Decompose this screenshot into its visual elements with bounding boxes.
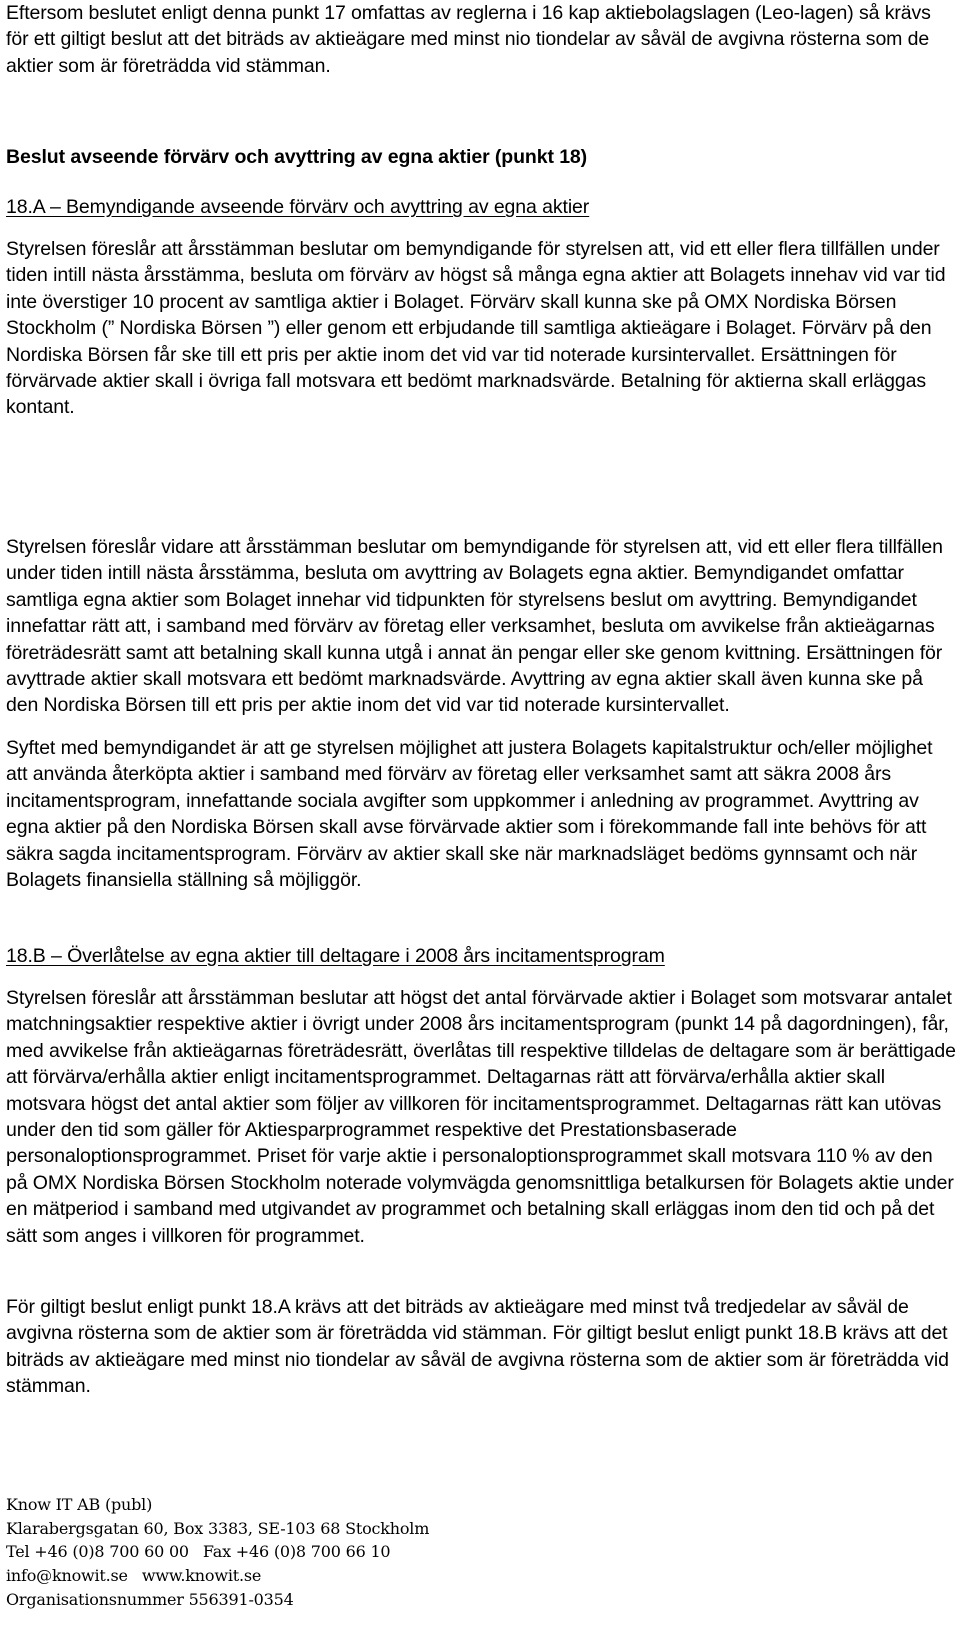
section-18a-paragraph-3: Syftet med bemyndigandet är att ge styrelsen möjlighet att justera Bolagets kapitalstruktur och/eller möjlighet att använda återköpta aktier i samband med förvärv av företag eller verksamhet samt att säkra 2008 års incitamentsprogram, innefattande sociala avgifter som uppkommer i anledning av programmet. Avyttring av egna aktier på den Nordiska Börsen skall avse förvärvade aktier som i förekommande fall inte behövs för att säkra sagda incitamentsprogram. Förvärv av aktier skall ske när marknadsläget bedöms gynnsamt och när Bolagets finansiella ställning så möjliggör. [6,737,933,892]
footer-phone: Tel +46 (0)8 700 60 00 [6,1542,189,1562]
company-footer [6,1493,566,1612]
footer-contact-online [6,1564,566,1588]
footer-company-name: Know IT AB (publ) [6,1495,153,1514]
footer-website: www.knowit.se [141,1566,262,1586]
section-18a-paragraph-2: Styrelsen föreslår vidare att årsstämman beslutar om bemyndigande för styrelsen att, vid ett eller flera tillfällen under tiden intill nästa årsstämma, besluta om avyttring av Bolagets egna aktier. Bemyndigandet omfattar samtliga egna aktier som Bolaget innehar vid tidpunkten för styrelsens beslut om avyttring. Bemyndigandet innefattar rätt att, i samband med förvärv av företag eller verksamhet, besluta om avvikelse från aktieägarnas företrädesrätt samt att betalning skall kunna utgå i annat än pengar eller ske genom kvittning. Ersättningen för avyttrade aktier skall motsvara ett bedömt marknadsvärde. Avyttring av egna aktier skall även kunna ske på den Nordiska Börsen till ett pris per aktie inom det vid var tid noterade kursintervallet. [6,536,943,717]
footer-email: info@knowit.se [6,1566,128,1586]
footer-contact-phone [6,1540,566,1564]
footer-fax: Fax +46 (0)8 700 66 10 [202,1542,391,1562]
footer-address: Klarabergsgatan 60, Box 3383, SE-103 68 Stockholm [6,1518,430,1538]
subsection-18b-title: 18.B – Överlåtelse av egna aktier till deltagare i 2008 års incitamentsprogram [6,945,665,967]
intro-paragraph: Eftersom beslutet enligt denna punkt 17 omfattas av reglerna i 16 kap aktiebolagslagen (Leo-lagen) så krävs för ett giltigt beslut att det biträds av aktieägare med minst nio tiondelar av såväl de avgivna rösterna som de aktier som är företrädda vid stämman. [6,2,931,77]
section-18b-paragraph-2: För giltigt beslut enligt punkt 18.A krävs att det biträds av aktieägare med minst två tredjedelar av såväl de avgivna rösterna som de aktier som är företrädda vid stämman. För giltigt beslut enligt punkt 18.B krävs att det biträds av aktieägare med minst nio tiondelar av såväl de avgivna rösterna som de aktier som är företrädda vid stämman. [6,1296,949,1398]
subsection-18a-title: 18.A – Bemyndigande avseende förvärv och avyttring av egna aktier [6,196,590,218]
footer-org-number: Organisationsnummer 556391-0354 [6,1589,294,1609]
section-18b-paragraph-1: Styrelsen föreslår att årsstämman beslutar att högst det antal förvärvade aktier i Bolaget som motsvarar antalet matchningsaktier respektive aktier i övrigt under 2008 års incitamentsprogram (punkt 14 på dagordningen), får, med avvikelse från aktieägarnas företrädesrätt, överlåtas till respektive tilldelas de deltagare som är berättigade att förvärva/erhålla aktier enligt incitamentsprogrammet. Deltagarnas rätt att förvärva/erhålla aktier skall motsvara högst det antal aktier som följer av villkoren för incitamentsprogrammet. Deltagarnas rätt kan utövas under den tid som gäller för Aktiesparprogrammet respektive det Prestationsbaserade personaloptionsprogrammet. Priset för varje aktie i personaloptionsprogrammet skall motsvara 110 % av den på OMX Nordiska Börsen Stockholm noterade volymvägda genomsnittliga betalkursen för Bolagets aktie under en mätperiod i samband med utgivandet av programmet och betalning skall erläggas inom den tid och på det sätt som anges i villkoren för programmet. [6,987,956,1247]
section-heading: Beslut avseende förvärv och avyttring av egna aktier (punkt 18) [6,146,588,168]
section-18a-paragraph-1: Styrelsen föreslår att årsstämman beslutar om bemyndigande för styrelsen att, vid ett eller flera tillfällen under tiden intill nästa årsstämma, besluta om förvärv av högst så många egna aktier att Bolagets innehav vid var tid inte överstiger 10 procent av samtliga aktier i Bolaget. Förvärv skall kunna ske på OMX Nordiska Börsen Stockholm (” Nordiska Börsen ”) eller genom ett erbjudande till samtliga aktieägare i Bolaget. Förvärv på den Nordiska Börsen får ske till ett pris per aktie inom det vid var tid noterade kursintervallet. Ersättningen för förvärvade aktier skall i övriga fall motsvara ett bedömt marknadsvärde. Betalning för aktierna skall erläggas kontant. [6,238,946,419]
